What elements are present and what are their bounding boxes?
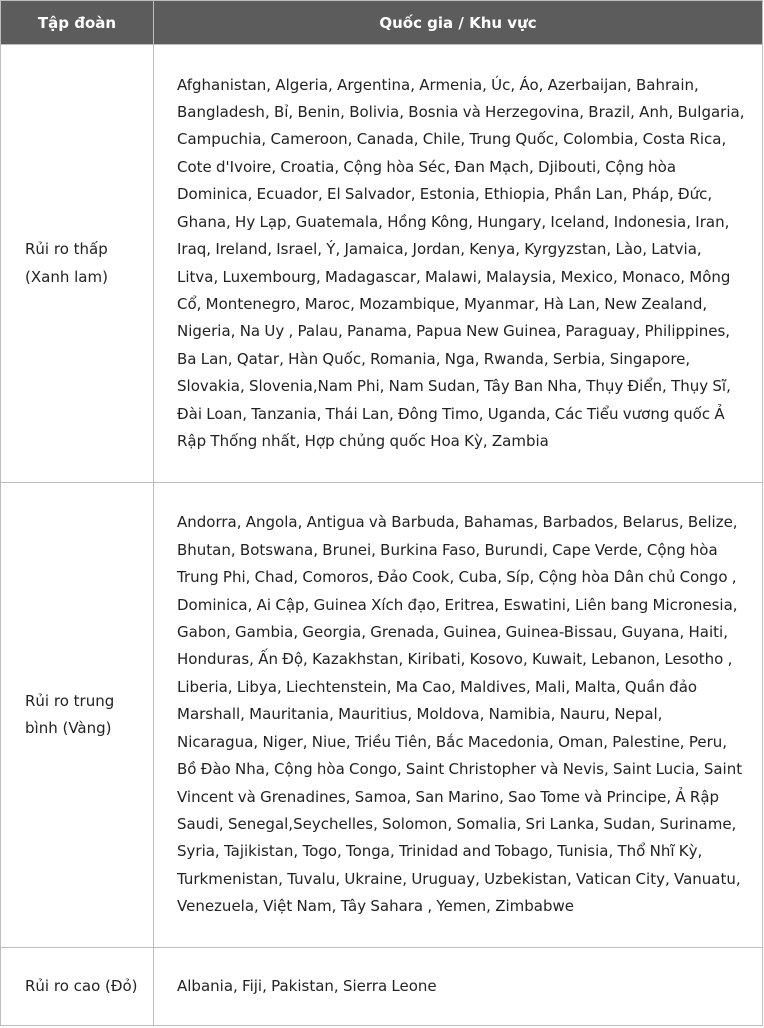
header-countries: Quốc gia / Khu vực	[154, 1, 763, 45]
group-high-risk: Rủi ro cao (Đỏ)	[1, 948, 154, 1026]
table-row	[1, 948, 763, 1026]
table-header-row	[1, 1, 763, 45]
table-row	[1, 483, 763, 948]
group-low-risk: Rủi ro thấp (Xanh lam)	[1, 45, 154, 483]
group-medium-risk: Rủi ro trung bình (Vàng)	[1, 483, 154, 948]
header-group: Tập đoàn	[1, 1, 154, 45]
countries-high-risk: Albania, Fiji, Pakistan, Sierra Leone	[154, 948, 763, 1026]
table-row	[1, 45, 763, 483]
countries-low-risk: Afghanistan, Algeria, Argentina, Armenia, Úc, Áo, Azerbaijan, Bahrain, Bangladesh, Bỉ, Benin, Bolivia, Bosnia và Herzegovina, Brazil, Anh, Bulgaria, Campuchia, Cameroon, Canada, Chile, Trung Quốc, Colombia, Costa Rica, Cote d'Ivoire, Croatia, Cộng hòa Séc, Đan Mạch, Djibouti, Cộng hòa Dominica, Ecuador, El Salvador, Estonia, Ethiopia, Phần Lan, Pháp, Đức, Ghana, Hy Lạp, Guatemala, Hồng Kông, Hungary, Iceland, Indonesia, Iran, Iraq, Ireland, Israel, Ý, Jamaica, Jordan, Kenya, Kyrgyzstan, Lào, Latvia, Litva, Luxembourg, Madagascar, Malawi, Malaysia, Mexico, Monaco, Mông Cổ, Montenegro, Maroc, Mozambique, Myanmar, Hà Lan, New Zealand, Nigeria, Na Uy , Palau, Panama, Papua New Guinea, Paraguay, Philippines, Ba Lan, Qatar, Hàn Quốc, Romania, Nga, Rwanda, Serbia, Singapore, Slovakia, Slovenia,Nam Phi, Nam Sudan, Tây Ban Nha, Thụy Điển, Thụy Sĩ, Đài Loan, Tanzania, Thái Lan, Đông Timo, Uganda, Các Tiểu vương quốc Ả Rập Thống nhất, Hợp chủng quốc Hoa Kỳ, Zambia	[154, 45, 763, 483]
countries-medium-risk: Andorra, Angola, Antigua và Barbuda, Bahamas, Barbados, Belarus, Belize, Bhutan, Botswana, Brunei, Burkina Faso, Burundi, Cape Verde, Cộng hòa Trung Phi, Chad, Comoros, Đảo Cook, Cuba, Síp, Cộng hòa Dân chủ Congo , Dominica, Ai Cập, Guinea Xích đạo, Eritrea, Eswatini, Liên bang Micronesia, Gabon, Gambia, Georgia, Grenada, Guinea, Guinea-Bissau, Guyana, Haiti, Honduras, Ấn Độ, Kazakhstan, Kiribati, Kosovo, Kuwait, Lebanon, Lesotho , Liberia, Libya, Liechtenstein, Ma Cao, Maldives, Mali, Malta, Quần đảo Marshall, Mauritania, Mauritius, Moldova, Namibia, Nauru, Nepal, Nicaragua, Niger, Niue, Triều Tiên, Bắc Macedonia, Oman, Palestine, Peru, Bồ Đào Nha, Cộng hòa Congo, Saint Christopher và Nevis, Saint Lucia, Saint Vincent và Grenadines, Samoa, San Marino, Sao Tome và Principe, Ả Rập Saudi, Senegal,Seychelles, Solomon, Somalia, Sri Lanka, Sudan, Suriname, Syria, Tajikistan, Togo, Tonga, Trinidad and Tobago, Tunisia, Thổ Nhĩ Kỳ, Turkmenistan, Tuvalu, Ukraine, Uruguay, Uzbekistan, Vatican City, Vanuatu, Venezuela, Việt Nam, Tây Sahara , Yemen, Zimbabwe	[154, 483, 763, 948]
